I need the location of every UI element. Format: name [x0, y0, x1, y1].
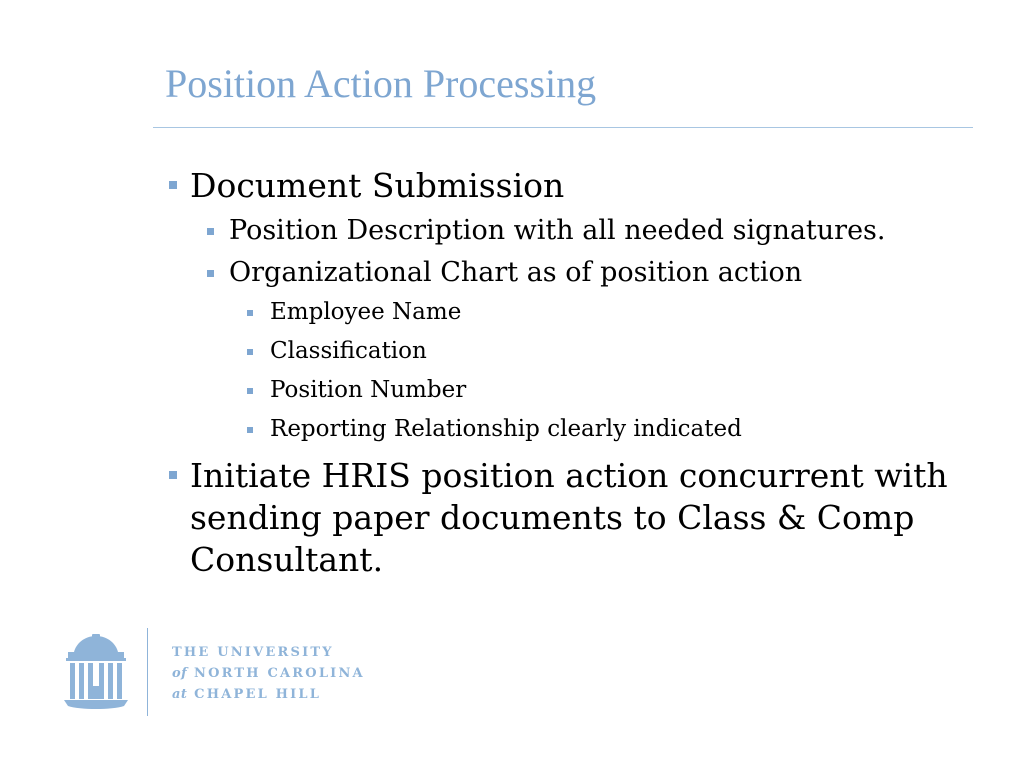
logo-line-3-text: CHAPEL HILL — [194, 687, 322, 702]
slide-title: Position Action Processing — [165, 61, 597, 106]
logo-line-2-text: NORTH CAROLINA — [194, 666, 365, 681]
bullet-reporting-relationship — [245, 410, 975, 449]
square-bullet-icon — [207, 228, 214, 235]
title-divider — [153, 127, 973, 128]
bullet-position-number — [245, 371, 975, 410]
square-bullet-icon — [169, 181, 177, 189]
bullet-text: Document Submission — [190, 166, 565, 205]
bullet-position-description — [205, 211, 975, 251]
bullet-text: Initiate HRIS position action concurrent with sending paper documents to Class & Comp Consultant. — [190, 456, 948, 579]
bullet-organizational-chart — [205, 253, 975, 293]
old-well-icon — [62, 634, 130, 712]
bullet-initiate-hris — [165, 455, 975, 581]
bullet-text: Employee Name — [270, 299, 462, 325]
square-bullet-icon — [247, 310, 253, 316]
bullet-text: Position Number — [270, 377, 467, 403]
university-logo — [62, 628, 402, 718]
square-bullet-icon — [207, 270, 214, 277]
slide-body — [165, 165, 975, 585]
logo-line-1: THE UNIVERSITY — [172, 645, 334, 660]
bullet-text: Classification — [270, 338, 427, 364]
logo-divider — [147, 628, 148, 716]
square-bullet-icon — [247, 427, 253, 433]
logo-line-2-prefix: of — [172, 666, 188, 681]
logo-line-3-prefix: at — [172, 687, 188, 702]
bullet-document-submission — [165, 165, 975, 207]
bullet-text: Reporting Relationship clearly indicated — [270, 416, 742, 442]
square-bullet-icon — [247, 349, 253, 355]
bullet-text: Organizational Chart as of position action — [229, 257, 803, 288]
bullet-text: Position Description with all needed signatures. — [229, 215, 886, 246]
bullet-classification — [245, 332, 975, 371]
logo-line-2 — [172, 663, 365, 684]
bullet-employee-name — [245, 293, 975, 332]
logo-wordmark — [172, 642, 365, 705]
square-bullet-icon — [247, 388, 253, 394]
logo-line-3 — [172, 684, 365, 705]
square-bullet-icon — [169, 471, 177, 479]
